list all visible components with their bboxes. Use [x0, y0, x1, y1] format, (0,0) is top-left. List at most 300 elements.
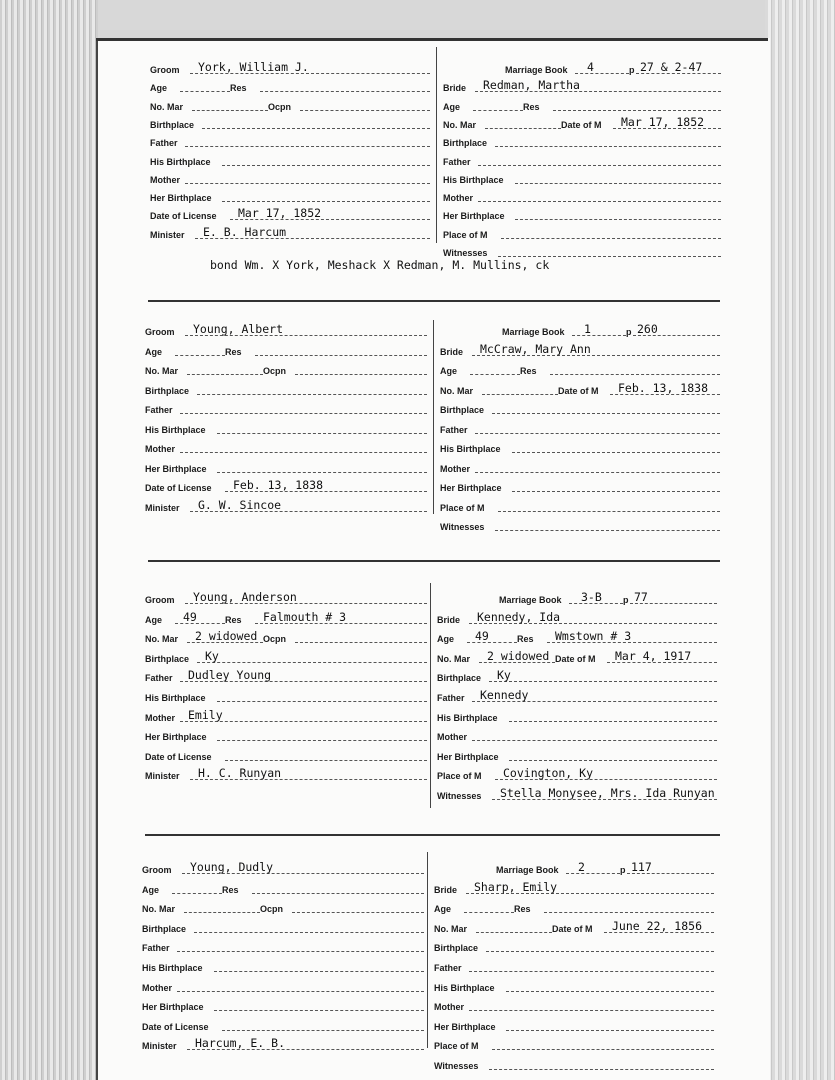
age-line	[172, 893, 222, 894]
no-mar-line	[482, 394, 558, 395]
bride-row	[437, 725, 717, 743]
minister-label: Minister	[142, 1041, 177, 1052]
age-line	[175, 355, 225, 356]
groom-row	[142, 936, 424, 954]
record-note: bond Wm. X York, Meshack X Redman, M. Mullins, ck	[210, 258, 550, 272]
birthplace-label: Birthplace	[150, 119, 195, 130]
his-birthplace-label: His Birthplace	[434, 982, 495, 993]
date-of-license-label: Date of License	[145, 483, 212, 493]
groom-row	[142, 878, 424, 896]
bride-row-seg	[561, 113, 721, 131]
groom-row-seg	[150, 168, 430, 186]
groom-row	[145, 686, 427, 704]
date-of-license-line	[225, 760, 427, 761]
bride-row-seg	[443, 76, 721, 94]
bride-row	[437, 608, 717, 626]
place-of-m-label: Place of M	[434, 1041, 479, 1052]
groom-row-seg	[263, 627, 427, 645]
groom-row-seg	[150, 76, 230, 94]
bride-row-seg	[434, 1054, 714, 1072]
marriage-book-line	[572, 335, 626, 336]
bride-row-seg	[437, 745, 717, 763]
groom-row	[145, 588, 427, 606]
bride-row-seg	[440, 476, 720, 494]
bride-row-seg	[434, 878, 714, 896]
her-birthplace-label: Her Birthplace	[150, 193, 212, 204]
bride-row	[434, 995, 714, 1013]
groom-row	[145, 379, 427, 397]
groom-date-of-license-value: Mar 17, 1852	[238, 206, 322, 221]
bride-name-value: Sharp, Emily	[474, 879, 558, 894]
birthplace-line	[194, 932, 424, 933]
scan-edge-right	[765, 0, 835, 1080]
bride-row	[437, 666, 717, 684]
her-birthplace-label: Her Birthplace	[145, 463, 207, 474]
groom-row-seg	[142, 878, 222, 896]
bride-row-seg	[443, 150, 721, 168]
birthplace-line	[197, 662, 427, 663]
bride-date-of-m-value: Mar 4, 1917	[615, 648, 692, 663]
column-divider	[430, 583, 431, 808]
groom-row	[145, 359, 427, 377]
date-of-license-line	[222, 1030, 424, 1031]
bride-row-seg	[434, 1034, 714, 1052]
age-label: Age	[142, 884, 160, 895]
father-line	[180, 413, 427, 414]
groom-row-seg	[142, 1034, 424, 1052]
his-birthplace-label: His Birthplace	[443, 174, 504, 185]
groom-birthplace-value: Ky	[205, 648, 219, 663]
column-divider	[433, 320, 434, 514]
age-label: Age	[145, 614, 163, 625]
scan-edge-left	[0, 0, 98, 1080]
column-divider	[427, 852, 428, 1048]
marriage-book-value: 1	[584, 322, 591, 336]
bride-row	[443, 168, 721, 186]
minister-label: Minister	[145, 771, 180, 782]
page-label: p	[629, 65, 635, 75]
her-birthplace-line	[222, 201, 430, 202]
groom-row-seg	[145, 608, 225, 626]
groom-row-seg	[263, 359, 427, 377]
his-birthplace-label: His Birthplace	[142, 963, 203, 973]
minister-label: Minister	[145, 502, 180, 513]
groom-row	[150, 131, 430, 149]
groom-row	[150, 113, 430, 131]
bride-row	[437, 647, 717, 665]
res-label: Res	[514, 904, 531, 915]
res-label: Res	[517, 634, 534, 645]
groom-name-value: York, William J.	[198, 60, 309, 74]
groom-row	[145, 666, 427, 684]
age-label: Age	[437, 634, 455, 645]
groom-row-seg	[145, 666, 427, 684]
birthplace-label: Birthplace	[440, 405, 485, 415]
bride-row-seg	[434, 917, 552, 935]
father-label: Father	[150, 138, 178, 149]
groom-row-seg	[150, 150, 430, 168]
groom-row-seg	[145, 647, 427, 665]
groom-row	[145, 608, 427, 626]
birthplace-label: Birthplace	[142, 923, 187, 934]
groom-row	[150, 150, 430, 168]
bride-row	[434, 1034, 714, 1052]
groom-row	[145, 476, 427, 494]
bride-row-seg	[440, 359, 520, 377]
bride-row	[443, 113, 721, 131]
groom-label: Groom	[142, 865, 172, 875]
her-birthplace-label: Her Birthplace	[145, 732, 207, 743]
bride-date-of-m-value: Feb. 13, 1838	[618, 380, 709, 395]
ocpn-label: Ocpn	[263, 366, 287, 376]
bride-row-seg	[443, 131, 721, 149]
groom-row	[150, 186, 430, 204]
bride-row	[434, 1054, 714, 1072]
his-birthplace-line	[509, 721, 717, 722]
bride-row-seg	[440, 379, 558, 397]
bride-row	[443, 95, 721, 113]
bride-row-seg	[437, 686, 717, 704]
mother-line	[180, 452, 427, 453]
bride-row-seg	[437, 647, 555, 665]
res-line	[260, 91, 430, 92]
bride-label: Bride	[434, 884, 458, 895]
bride-row	[440, 496, 720, 514]
age-label: Age	[434, 904, 452, 915]
father-line	[475, 433, 720, 434]
her-birthplace-line	[217, 472, 427, 473]
her-birthplace-line	[214, 1010, 424, 1011]
birthplace-line	[197, 394, 427, 395]
bride-date-of-m-value: Mar 17, 1852	[621, 114, 705, 129]
marriage-book-label: Marriage Book	[502, 327, 565, 337]
no-mar-label: No. Mar	[440, 385, 474, 396]
minister-label: Minister	[150, 229, 185, 240]
page-value: 77	[634, 590, 648, 604]
no-mar-label: No. Mar	[443, 119, 477, 130]
father-label: Father	[437, 693, 465, 703]
groom-row	[145, 340, 427, 358]
his-birthplace-label: His Birthplace	[150, 156, 211, 167]
his-birthplace-line	[217, 433, 427, 434]
father-line	[469, 971, 714, 972]
her-birthplace-label: Her Birthplace	[443, 211, 505, 222]
bride-row-seg	[555, 647, 717, 665]
res-line	[544, 912, 714, 913]
groom-row-seg	[145, 725, 427, 743]
bride-row	[437, 764, 717, 782]
groom-date-of-license-value: Feb. 13, 1838	[233, 478, 324, 492]
bride-row	[437, 784, 717, 802]
bride-row-seg	[443, 168, 721, 186]
res-label: Res	[230, 83, 247, 94]
his-birthplace-label: His Birthplace	[440, 444, 501, 454]
bride-row	[434, 976, 714, 994]
column-divider	[436, 47, 437, 243]
bride-row	[440, 476, 720, 494]
age-label: Age	[145, 346, 163, 357]
birthplace-label: Birthplace	[437, 673, 482, 684]
her-birthplace-label: Her Birthplace	[440, 483, 502, 493]
bride-row	[443, 186, 721, 204]
groom-row	[142, 956, 424, 974]
groom-row-seg	[145, 627, 263, 645]
mother-line	[472, 740, 717, 741]
father-label: Father	[440, 424, 468, 435]
groom-name-value: Young, Anderson	[193, 590, 297, 604]
groom-row	[150, 58, 430, 76]
bride-row-seg	[443, 223, 721, 241]
bride-row	[437, 706, 717, 724]
marriage-book-row	[499, 588, 717, 606]
res-line	[255, 355, 427, 356]
age-line	[470, 374, 520, 375]
bride-row	[440, 398, 720, 416]
ocpn-line	[292, 912, 424, 913]
bride-row	[443, 241, 721, 259]
no-mar-line	[184, 912, 260, 913]
groom-row	[145, 627, 427, 645]
bride-row	[440, 379, 720, 397]
groom-row	[150, 204, 430, 222]
groom-row-seg	[222, 878, 424, 896]
mother-line	[185, 183, 430, 184]
groom-row-seg	[145, 706, 427, 724]
groom-row	[150, 168, 430, 186]
ocpn-line	[295, 642, 427, 643]
ocpn-line	[300, 110, 430, 111]
groom-name-value: Young, Albert	[193, 322, 284, 336]
bride-row	[443, 76, 721, 94]
his-birthplace-line	[512, 452, 720, 453]
no-mar-label: No. Mar	[150, 101, 184, 112]
place-of-m-label: Place of M	[443, 229, 488, 240]
her-birthplace-line	[506, 1030, 714, 1031]
no-mar-line	[187, 374, 263, 375]
bride-row-seg	[552, 917, 714, 935]
place-of-m-label: Place of M	[440, 502, 485, 513]
groom-row-seg	[230, 76, 430, 94]
groom-row-seg	[225, 340, 427, 358]
marriage-book-value: 3-B	[581, 590, 602, 604]
bride-no-mar-value: 2 widowed	[487, 648, 550, 663]
ocpn-line	[295, 374, 427, 375]
her-birthplace-label: Her Birthplace	[434, 1021, 496, 1032]
mother-label: Mother	[440, 463, 470, 474]
groom-row	[150, 95, 430, 113]
bride-row-seg	[443, 95, 523, 113]
bride-name-value: Redman, Martha	[483, 78, 580, 93]
groom-row-seg	[145, 745, 427, 763]
ocpn-label: Ocpn	[268, 101, 292, 112]
groom-minister-value: G. W. Sincoe	[198, 497, 282, 512]
date-of-license-label: Date of License	[150, 211, 217, 222]
bride-row	[434, 917, 714, 935]
bride-row-seg	[434, 1015, 714, 1033]
groom-row-seg	[142, 976, 424, 994]
groom-row-seg	[145, 340, 225, 358]
groom-row	[145, 496, 427, 514]
page-value: 117	[631, 860, 652, 874]
groom-row	[142, 858, 424, 876]
res-line	[553, 110, 721, 111]
witnesses-line	[489, 1069, 714, 1070]
groom-row-seg	[145, 398, 427, 416]
groom-row	[145, 725, 427, 743]
ocpn-label: Ocpn	[260, 904, 284, 915]
groom-minister-value: E. B. Harcum	[203, 224, 287, 239]
date-of-license-label: Date of License	[145, 751, 212, 762]
groom-row-seg	[260, 897, 424, 915]
groom-row-seg	[142, 897, 260, 915]
record-separator	[148, 560, 720, 562]
groom-row-seg	[150, 58, 430, 76]
groom-mother-value: Emily	[188, 707, 223, 722]
page-label: p	[623, 595, 629, 605]
groom-father-value: Dudley Young	[188, 668, 272, 683]
age-line	[473, 110, 523, 111]
witnesses-line	[498, 256, 721, 257]
bride-row-seg	[437, 706, 717, 724]
groom-row-seg	[145, 437, 427, 455]
groom-name-value: Young, Dudly	[190, 860, 274, 874]
bride-row-seg	[440, 398, 720, 416]
groom-row-seg	[150, 113, 430, 131]
res-label: Res	[523, 101, 540, 112]
father-label: Father	[434, 963, 462, 973]
age-label: Age	[440, 366, 458, 376]
bride-row	[440, 359, 720, 377]
bride-label: Bride	[440, 346, 464, 357]
mother-label: Mother	[443, 193, 473, 204]
groom-row-seg	[150, 223, 430, 241]
bride-row	[437, 745, 717, 763]
bride-label: Bride	[443, 83, 467, 94]
bride-row	[437, 686, 717, 704]
groom-res-value: Falmouth # 3	[263, 609, 347, 624]
mother-line	[475, 472, 720, 473]
birthplace-label: Birthplace	[145, 653, 190, 664]
groom-row-seg	[142, 858, 424, 876]
date-of-m-label: Date of M	[552, 923, 593, 934]
his-birthplace-line	[217, 701, 427, 702]
bride-row-seg	[437, 608, 717, 626]
no-mar-label: No. Mar	[145, 634, 179, 645]
groom-row	[142, 1015, 424, 1033]
groom-label: Groom	[145, 327, 175, 337]
bride-birthplace-value: Ky	[497, 668, 511, 683]
groom-row	[142, 897, 424, 915]
groom-row-seg	[150, 186, 430, 204]
father-line	[185, 146, 430, 147]
place-of-m-line	[492, 1049, 714, 1050]
marriage-book-line	[575, 73, 629, 74]
page-value: 27 & 2-47	[640, 60, 703, 74]
bride-row-seg	[437, 764, 717, 782]
groom-row-seg	[150, 131, 430, 149]
bride-name-value: McCraw, Mary Ann	[480, 341, 591, 356]
groom-row-seg	[145, 379, 427, 397]
groom-row	[150, 76, 430, 94]
groom-minister-value: H. C. Runyan	[198, 766, 282, 781]
father-label: Father	[145, 673, 173, 684]
groom-row	[145, 418, 427, 436]
bride-row	[443, 204, 721, 222]
bride-row	[440, 457, 720, 475]
marriage-book-value: 4	[587, 60, 594, 74]
place-of-m-line	[501, 238, 721, 239]
mother-label: Mother	[434, 1002, 464, 1013]
mother-label: Mother	[142, 982, 172, 993]
her-birthplace-line	[512, 491, 720, 492]
marriage-book-label: Marriage Book	[499, 595, 562, 605]
bride-witnesses-value: Stella Monysee, Mrs. Ida Runyan	[500, 786, 715, 800]
no-mar-line	[476, 932, 552, 933]
birthplace-label: Birthplace	[443, 138, 488, 149]
page-value: 260	[637, 322, 658, 336]
her-birthplace-line	[509, 760, 717, 761]
bride-row-seg	[558, 379, 720, 397]
bride-row-seg	[523, 95, 721, 113]
bride-row-seg	[437, 627, 517, 645]
groom-row	[145, 320, 427, 338]
groom-label: Groom	[150, 65, 180, 75]
mother-line	[177, 991, 424, 992]
witnesses-label: Witnesses	[434, 1061, 479, 1071]
bride-age-value: 49	[475, 629, 489, 644]
bride-row-seg	[443, 113, 561, 131]
bride-row	[440, 515, 720, 533]
bride-row-seg	[440, 457, 720, 475]
groom-row-seg	[145, 686, 427, 704]
groom-label: Groom	[145, 595, 175, 605]
bride-place-of-m-value: Covington, Ky	[503, 766, 594, 781]
marriage-book-row	[505, 58, 721, 76]
bride-row-seg	[440, 496, 720, 514]
groom-age-value: 49	[183, 609, 197, 624]
bride-row	[440, 437, 720, 455]
page-label: p	[626, 327, 632, 337]
mother-label: Mother	[145, 444, 175, 454]
sheet-top-edge	[96, 38, 768, 41]
groom-row-seg	[145, 588, 427, 606]
bride-row	[443, 150, 721, 168]
bride-row-seg	[440, 437, 720, 455]
father-label: Father	[142, 943, 170, 954]
place-of-m-line	[498, 511, 720, 512]
bride-row	[440, 418, 720, 436]
groom-row	[145, 745, 427, 763]
birthplace-line	[495, 146, 721, 147]
bride-res-value: Wmstown # 3	[555, 629, 632, 644]
bride-row-seg	[437, 784, 717, 802]
groom-minister-value: Harcum, E. B.	[195, 1036, 286, 1051]
groom-row-seg	[268, 95, 430, 113]
bride-row-seg	[443, 186, 721, 204]
marriage-book-label: Marriage Book	[496, 865, 559, 875]
date-of-m-label: Date of M	[561, 119, 602, 130]
res-line	[252, 893, 424, 894]
groom-no-mar-value: 2 widowed	[195, 629, 258, 644]
birthplace-line	[489, 681, 717, 682]
her-birthplace-line	[515, 219, 721, 220]
bride-row-seg	[437, 725, 717, 743]
no-mar-line	[192, 110, 268, 111]
witnesses-label: Witnesses	[437, 791, 482, 801]
groom-row-seg	[142, 956, 424, 974]
his-birthplace-label: His Birthplace	[437, 712, 498, 723]
groom-row-seg	[142, 917, 424, 935]
